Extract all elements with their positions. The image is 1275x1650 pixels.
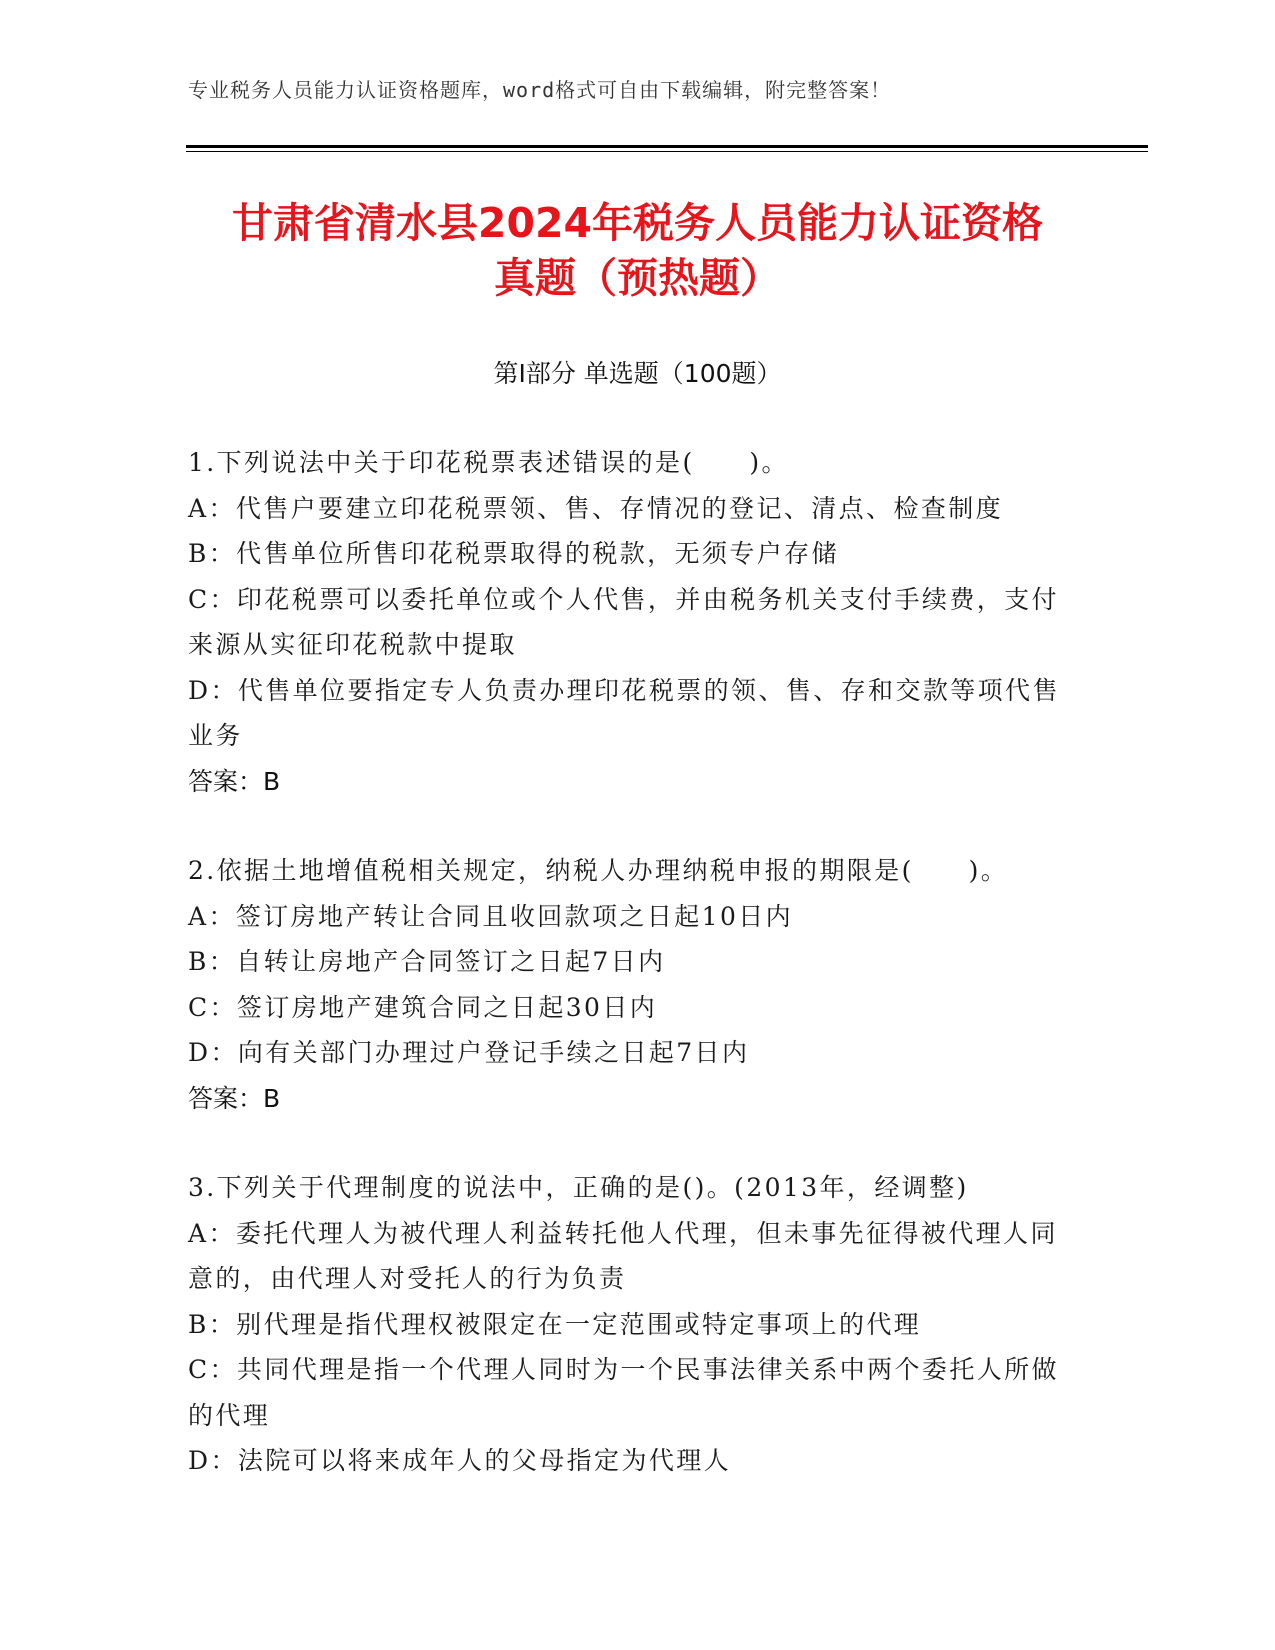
question-3 <box>188 1165 1078 1484</box>
question-list <box>188 440 1078 1528</box>
option-d: D：代售单位要指定专人负责办理印花税票的领、售、存和交款等项代售业务 <box>188 675 1060 750</box>
title-line-1: 甘肃省清水县2024年税务人员能力认证资格 <box>231 199 1044 247</box>
option-d: D：向有关部门办理过户登记手续之日起7日内 <box>188 1038 750 1067</box>
option-b: B：代售单位所售印花税票取得的税款，无须专户存储 <box>188 539 839 568</box>
option-b: B：自转让房地产合同签订之日起7日内 <box>188 947 666 976</box>
option-c: C：签订房地产建筑合同之日起30日内 <box>188 992 658 1022</box>
option-a: A：签订房地产转让合同且收回款项之日起10日内 <box>188 901 794 931</box>
option-a: A：委托代理人为被代理人利益转托他人代理，但未事先征得被代理人同意的，由代理人对受托人的行为负责 <box>188 1218 1058 1293</box>
option-c: C：印花税票可以委托单位或个人代售，并由税务机关支付手续费，支付来源从实征印花税款中提取 <box>188 584 1059 659</box>
option-b: B：别代理是指代理权被限定在一定范围或特定事项上的代理 <box>188 1309 922 1339</box>
header-note: 专业税务人员能力认证资格题库，word格式可自由下载编辑，附完整答案！ <box>188 78 892 102</box>
question-stem: 1.下列说法中关于印花税票表述错误的是( )。 <box>188 448 789 477</box>
answer: 答案：B <box>188 1083 281 1113</box>
section-title: 第Ⅰ部分 单选题（100题） <box>493 359 782 388</box>
header-rule-thick <box>186 145 1148 148</box>
question-2 <box>188 848 1078 1121</box>
answer: 答案：B <box>188 766 281 796</box>
option-d: D：法院可以将来成年人的父母指定为代理人 <box>188 1446 732 1475</box>
document-title <box>150 196 1125 306</box>
title-line-2: 真题（预热题） <box>494 254 781 302</box>
option-a: A：代售户要建立印花税票领、售、存情况的登记、清点、检查制度 <box>188 493 1004 523</box>
question-1 <box>188 440 1078 804</box>
question-stem: 3.下列关于代理制度的说法中，正确的是()。(2013年，经调整) <box>188 1173 969 1202</box>
header-rule-thin <box>186 151 1148 152</box>
option-c: C：共同代理是指一个代理人同时为一个民事法律关系中两个委托人所做的代理 <box>188 1355 1059 1430</box>
question-stem: 2.依据土地增值税相关规定，纳税人办理纳税申报的期限是( )。 <box>188 856 1009 885</box>
